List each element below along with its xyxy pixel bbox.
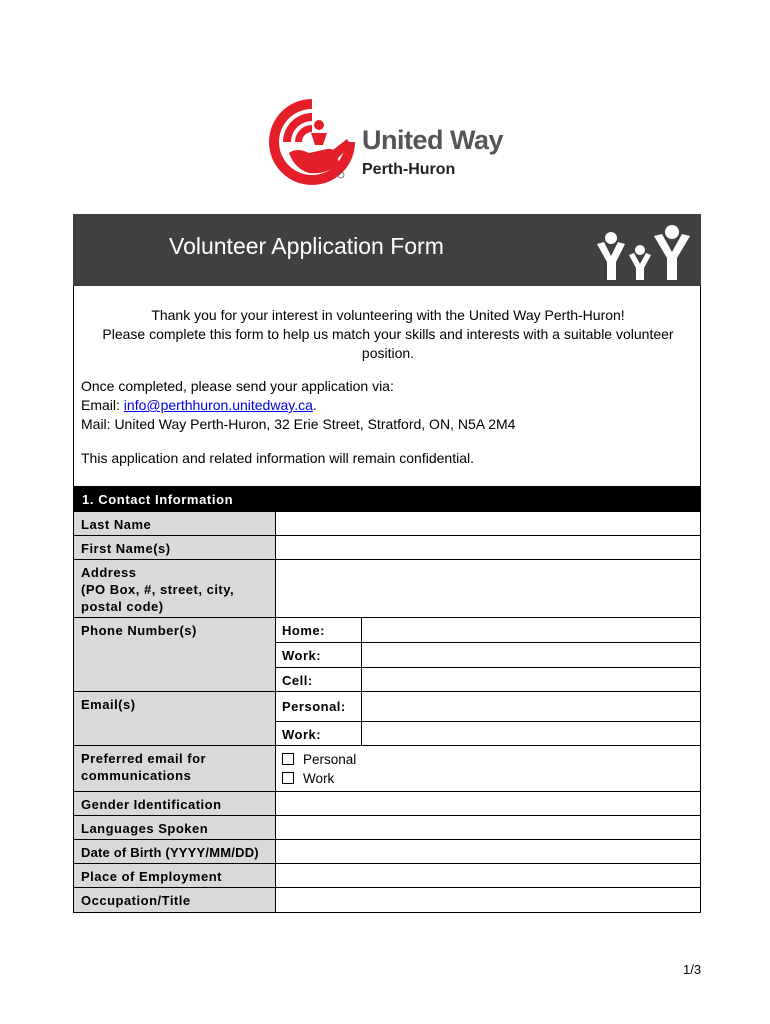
first-name-field[interactable] — [275, 535, 701, 560]
label-last-name: Last Name — [73, 511, 276, 536]
logo-title: United Way — [362, 125, 504, 155]
phone-home-field[interactable] — [361, 617, 701, 643]
phone-cell-field[interactable] — [361, 667, 701, 692]
option-label-work: Work — [303, 771, 335, 786]
page-number: 1/3 — [683, 962, 702, 977]
confidential-note: This application and related information will remain confidential. — [81, 450, 474, 466]
dob-field[interactable] — [275, 839, 701, 864]
send-instructions — [81, 377, 515, 434]
occupation-field[interactable] — [275, 887, 701, 913]
label-occupation: Occupation/Title — [73, 887, 276, 913]
email-prefix: Email: — [81, 397, 124, 413]
gender-field[interactable] — [275, 791, 701, 816]
label-phone-work: Work: — [275, 642, 362, 668]
preferred-personal-option[interactable] — [282, 752, 356, 767]
label-first-name: First Name(s) — [73, 535, 276, 560]
checkbox-icon[interactable] — [282, 753, 294, 765]
option-label-personal: Personal — [303, 752, 357, 767]
checkbox-icon[interactable] — [282, 772, 294, 784]
preferred-work-option[interactable] — [282, 771, 334, 786]
label-address: Address (PO Box, #, street, city, postal code) — [73, 559, 276, 618]
email-personal-field[interactable] — [361, 691, 701, 722]
email-work-field[interactable] — [361, 721, 701, 746]
languages-field[interactable] — [275, 815, 701, 840]
intro-line-1: Thank you for your interest in volunteering with the United Way Perth-Huron! — [151, 307, 625, 323]
form-title: Volunteer Application Form — [169, 233, 444, 259]
label-phone: Phone Number(s) — [73, 617, 276, 692]
label-email: Email(s) — [73, 691, 276, 746]
send-heading: Once completed, please send your application via: — [81, 378, 394, 394]
place-of-employment-field[interactable] — [275, 863, 701, 888]
mail-line: Mail: United Way Perth-Huron, 32 Erie Street, Stratford, ON, N5A 2M4 — [81, 416, 516, 432]
logo-subtitle: Perth-Huron — [362, 161, 456, 178]
phone-work-field[interactable] — [361, 642, 701, 668]
label-preferred-email: Preferred email for communications — [73, 745, 276, 792]
united-way-hand-icon — [267, 97, 357, 187]
label-languages: Languages Spoken — [73, 815, 276, 840]
address-field[interactable] — [275, 559, 701, 618]
label-gender: Gender Identification — [73, 791, 276, 816]
last-name-field[interactable] — [275, 511, 701, 536]
email-line — [81, 396, 515, 415]
section-header — [73, 487, 701, 511]
intro-line-2: Please complete this form to help us match your skills and interests with a suitable volunteer position. — [102, 326, 674, 361]
email-link[interactable]: info@perthhuron.unitedway.ca — [123, 397, 313, 413]
label-email-personal: Personal: — [275, 691, 362, 722]
intro-text — [80, 306, 696, 363]
label-phone-cell: Cell: — [275, 667, 362, 692]
label-email-work: Work: — [275, 721, 362, 746]
email-suffix: . — [312, 397, 317, 413]
form-banner — [73, 214, 701, 286]
label-phone-home: Home: — [275, 617, 362, 643]
section-title: 1. Contact Information — [82, 492, 234, 507]
united-way-logo — [267, 97, 517, 187]
volunteers-people-icon — [594, 222, 694, 282]
label-dob: Date of Birth (YYYY/MM/DD) — [73, 839, 276, 864]
label-place-of-employment: Place of Employment — [73, 863, 276, 888]
